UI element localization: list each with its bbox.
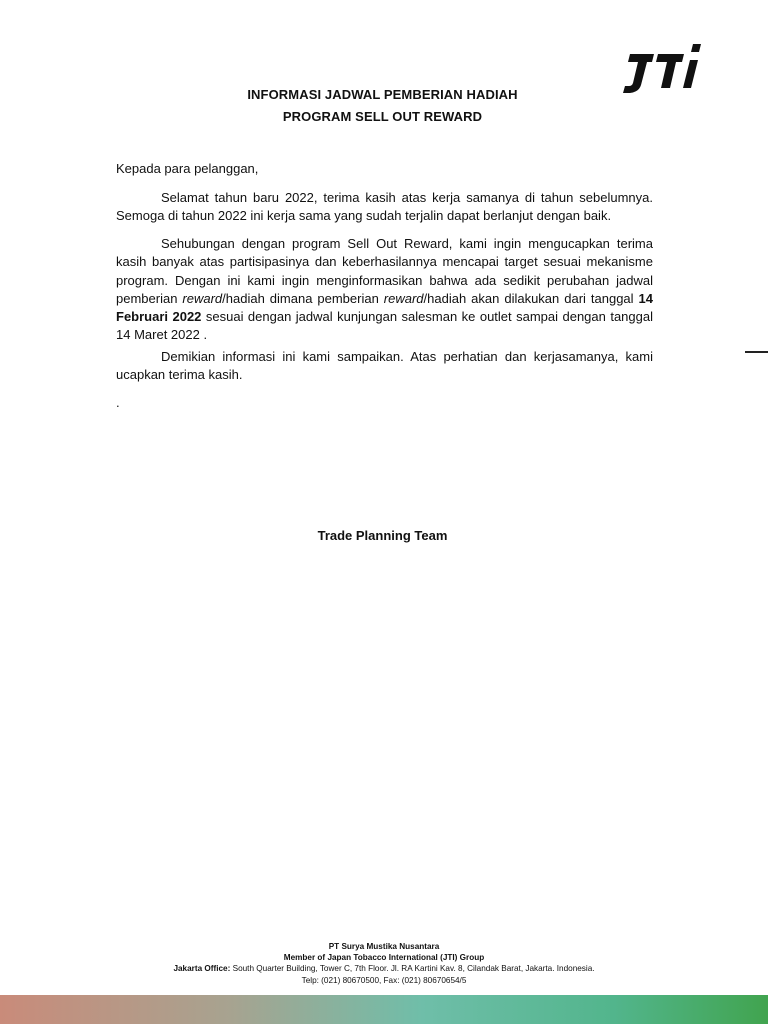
fold-mark xyxy=(745,351,768,353)
footer-member: Member of Japan Tobacco International (JTI) Group xyxy=(283,953,485,963)
footer-office xyxy=(120,963,648,974)
footer-contact: Telp: (021) 80670500, Fax: (021) 80670654/5 xyxy=(301,975,467,985)
footer-office-label: Jakarta Office: xyxy=(173,964,231,974)
footer xyxy=(120,941,648,986)
p2-text-c: /hadiah akan dilakukan dari tanggal xyxy=(423,290,639,306)
p2-text-d: sesuai dengan jadwal kunjungan salesman ke outlet sampai dengan tanggal 14 Maret 2022 . xyxy=(116,309,653,343)
p2-text-a: Sehubungan dengan program Sell Out Reward, kami ingin mengucapkan terima kasih banyak atas partisipasinya dan keberhasilannya mencapai target sesuai mekanisme program. Dengan ini kami ingin menginformasikan bahwa ada sedikit perubahan jadwal pemberian xyxy=(116,236,653,306)
reward-term: reward xyxy=(182,290,223,306)
paragraph-reward-schedule xyxy=(116,235,653,345)
footer-gradient-bar xyxy=(0,995,768,1024)
stray-dot: . xyxy=(116,395,120,410)
paragraph-closing xyxy=(116,348,653,385)
p2-text-b: /hadiah dimana pemberian xyxy=(222,290,384,306)
paragraph-new-year-text: Selamat tahun baru 2022, terima kasih atas kerja samanya di tahun sebelumnya. Semoga di tahun 2022 ini kerja sama yang sudah terjalin dapat berlanjut dengan baik. xyxy=(116,190,653,224)
start-date: 14 Februari 2022 xyxy=(116,290,653,325)
signature: Trade Planning Team xyxy=(317,528,448,543)
greeting: Kepada para pelanggan, xyxy=(116,161,259,176)
footer-company: PT Surya Mustika Nusantara xyxy=(328,942,440,951)
paragraph-new-year xyxy=(116,189,653,226)
document-subtitle: PROGRAM SELL OUT REWARD xyxy=(282,109,483,124)
paragraph-closing-text: Demikian informasi ini kami sampaikan. Atas perhatian dan kerjasamanya, kami ucapkan terima kasih. xyxy=(116,349,653,383)
document-title: INFORMASI JADWAL PEMBERIAN HADIAH xyxy=(247,87,518,102)
reward-term: reward xyxy=(383,290,424,306)
footer-office-address: South Quarter Building, Tower C, 7th Floor. Jl. RA Kartini Kav. 8, Cilandak Barat, Jakarta. Indonesia. xyxy=(230,964,595,974)
